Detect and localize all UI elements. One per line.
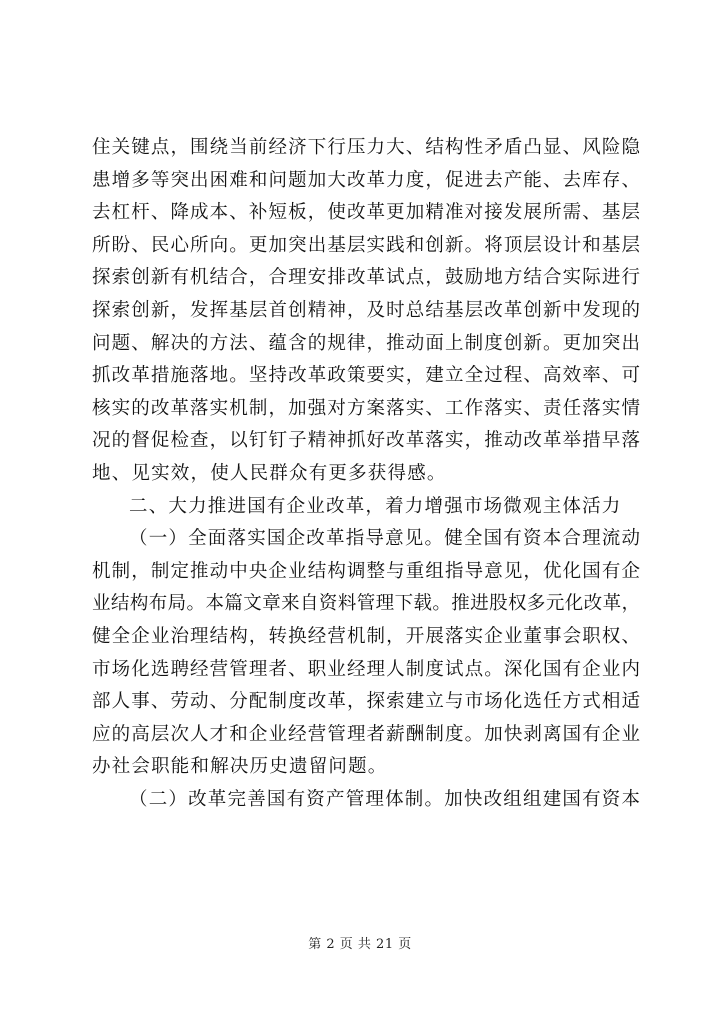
text-line: 探索创新，发挥基层首创精神，及时总结基层改革创新中发现的: [92, 299, 640, 321]
text-line: 探索创新有机结合，合理安排改革试点，鼓励地方结合实际进行: [92, 267, 640, 289]
text-line: 市场化选聘经营管理者、职业经理人制度试点。深化国有企业内: [92, 658, 640, 680]
text-line: 机制，制定推动中央企业结构调整与重组指导意见，优化国有企: [92, 560, 640, 582]
subsection-heading-line: （二）改革完善国有资产管理体制。加快改组组建国有资本: [129, 788, 640, 810]
text-line: 地、见实效，使人民群众有更多获得感。: [92, 462, 447, 484]
text-line: 办社会职能和解决历史遗留问题。: [92, 756, 388, 778]
text-line: 患增多等突出困难和问题加大改革力度，促进去产能、去库存、: [92, 169, 640, 191]
text-line: 抓改革措施落地。坚持改革政策要实，建立全过程、高效率、可: [92, 365, 640, 387]
subsection-heading-line: （一）全面落实国企改革指导意见。健全国有资本合理流动: [129, 528, 640, 550]
text-line: 业结构布局。本篇文章来自资料管理下载。推进股权多元化改革，: [92, 593, 640, 615]
text-line: 核实的改革落实机制，加强对方案落实、工作落实、责任落实情: [92, 397, 640, 419]
text-line: 健全企业治理结构，转换经营机制，开展落实企业董事会职权、: [92, 625, 640, 647]
text-line: 应的高层次人才和企业经营管理者薪酬制度。加快剥离国有企业: [92, 723, 640, 745]
text-line: 况的督促检查，以钉钉子精神抓好改革落实，推动改革举措早落: [92, 430, 640, 452]
text-line: 问题、解决的方法、蕴含的规律，推动面上制度创新。更加突出: [92, 332, 640, 354]
text-line: 所盼、民心所向。更加突出基层实践和创新。将顶层设计和基层: [92, 234, 640, 256]
body-text: [92, 132, 640, 816]
text-line: 住关键点，围绕当前经济下行压力大、结构性矛盾凸显、风险隐: [92, 137, 640, 158]
page-number-footer: 第 2 页 共 21 页: [308, 937, 412, 952]
section-heading: 二、大力推进国有企业改革，着力增强市场微观主体活力: [129, 495, 622, 517]
text-line: 部人事、劳动、分配制度改革，探索建立与市场化选任方式相适: [92, 691, 640, 713]
text-line: 去杠杆、降成本、补短板，使改革更加精准对接发展所需、基层: [92, 202, 640, 224]
